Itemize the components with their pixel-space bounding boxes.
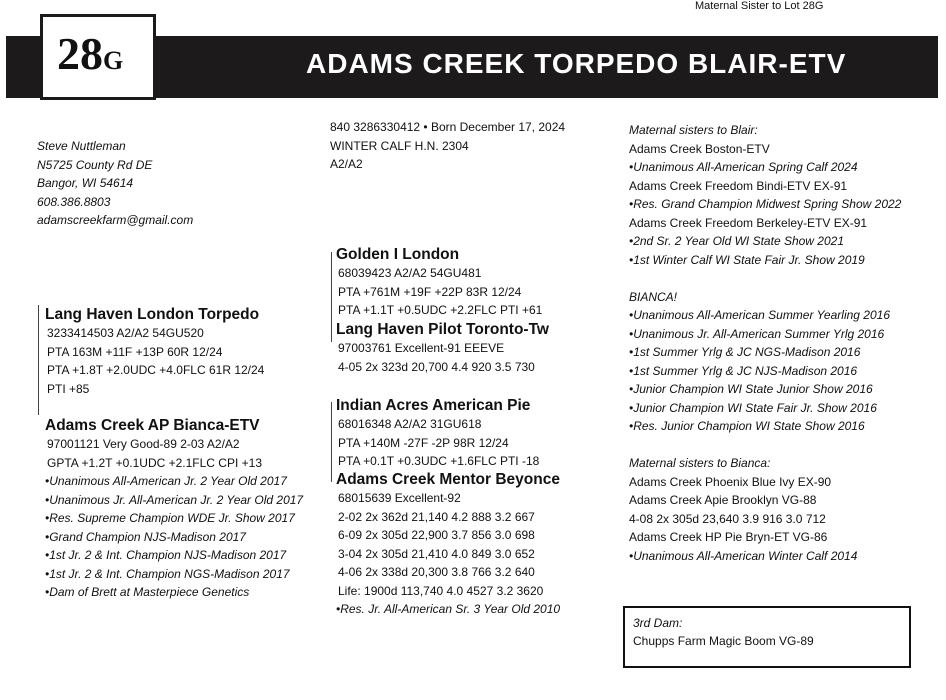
- dam-dam-line: Life: 1900d 113,740 4.0 4527 3.2 3620: [338, 583, 544, 598]
- right-col-line: Adams Creek Freedom Berkeley-ETV EX-91: [629, 215, 868, 230]
- dam-honor: •Res. Supreme Champion WDE Jr. Show 2017: [45, 511, 295, 525]
- sire-block: [45, 305, 264, 398]
- dam-dam-line: 4-06 2x 338d 20,300 3.8 766 3.2 640: [338, 565, 535, 579]
- right-col-line: Adams Creek Phoenix Blue Ivy EX-90: [629, 474, 832, 489]
- dam-sire-line: PTA +0.1T +0.3UDC +1.6FLC PTI -18: [338, 454, 540, 468]
- sire-line: PTA +1.8T +2.0UDC +4.0FLC 61R 12/24: [47, 363, 265, 377]
- sire-sire-line: PTA +1.1T +0.5UDC +2.2FLC PTI +61: [338, 303, 543, 317]
- right-col-line: •1st Winter Calf WI State Fair Jr. Show 2019: [629, 252, 865, 267]
- dam-sire-line: PTA +140M -27F -2P 98R 12/24: [338, 435, 509, 450]
- dam-dam-line: 6-09 2x 305d 22,900 3.7 856 3.0 698: [338, 528, 535, 542]
- sire-dam-line: 4-05 2x 323d 20,700 4.4 920 3.5 730: [338, 359, 535, 374]
- right-col-line: 4-08 2x 305d 23,640 3.9 916 3.0 712: [629, 511, 826, 526]
- dam-sire-line: 68016348 A2/A2 31GU618: [338, 417, 482, 431]
- sire-parents-bracket: [331, 252, 332, 342]
- reg-genotype: A2/A2: [330, 157, 363, 171]
- lot-number-suffix: G: [103, 46, 124, 75]
- sire-line: 3233414503 A2/A2 54GU520: [47, 326, 204, 340]
- third-dam-label: 3rd Dam:: [633, 616, 683, 630]
- page-title: ADAMS CREEK TORPEDO BLAIR-ETV: [306, 48, 847, 79]
- right-col-line: •Unanimous All-American Summer Yearling 2016: [629, 308, 890, 322]
- registration-info: [330, 118, 565, 174]
- right-col-line: •Unanimous Jr. All-American Summer Yrlg 2016: [629, 326, 885, 341]
- right-col-line: BIANCA!: [629, 289, 678, 304]
- right-col-line: Adams Creek Boston-ETV: [629, 141, 770, 156]
- dam-honor: •Unanimous All-American Jr. 2 Year Old 2017: [45, 474, 287, 488]
- lot-number: [57, 28, 124, 84]
- consignor-name: Steve Nuttleman: [37, 139, 126, 153]
- lot-number-digits: 28: [57, 28, 103, 79]
- sire-dam-block: [336, 320, 549, 376]
- reg-number: 840 3286330412 • Born December 17, 2024: [330, 120, 566, 134]
- right-col-line: •Junior Champion WI State Fair Jr. Show 2016: [629, 400, 877, 415]
- consignor-address: N5725 County Rd DE: [37, 157, 153, 172]
- dam-honor: •1st Jr. 2 & Int. Champion NJS-Madison 2017: [45, 548, 287, 562]
- sire-name: Lang Haven London Torpedo: [45, 306, 260, 323]
- right-col-spacer: [629, 269, 901, 288]
- maternal-sisters-column: [629, 121, 901, 565]
- dam-honor: •Dam of Brett at Masterpiece Genetics: [45, 585, 250, 599]
- third-dam-box: [623, 606, 911, 668]
- right-col-line: Adams Creek Freedom Bindi-ETV EX-91: [629, 178, 848, 193]
- consignor-info: [37, 137, 193, 230]
- right-col-line: Adams Creek Apie Brooklyn VG-88: [629, 493, 817, 507]
- consignor-email: adamscreekfarm@gmail.com: [37, 213, 194, 227]
- dam-parents-bracket: [331, 402, 332, 482]
- dam-honor: •Unanimous Jr. All-American Jr. 2 Year Old 2017: [45, 492, 304, 507]
- dam-dam-name: Adams Creek Mentor Beyonce: [336, 471, 560, 488]
- dam-block: [45, 416, 303, 602]
- right-col-line: •Res. Grand Champion Midwest Spring Show 2022: [629, 197, 902, 211]
- right-col-line: •Res. Junior Champion WI State Show 2016: [629, 419, 865, 433]
- dam-sire-block: [336, 396, 539, 471]
- dam-line: GPTA +1.2T +0.1UDC +2.1FLC CPI +13: [47, 455, 262, 470]
- dam-dam-line: 2-02 2x 362d 21,140 4.2 888 3.2 667: [338, 509, 535, 524]
- dam-honor: •Grand Champion NJS-Madison 2017: [45, 529, 246, 544]
- consignor-city: Bangor, WI 54614: [37, 176, 134, 190]
- dam-dam-line: 68015639 Excellent-92: [338, 491, 461, 505]
- top-note: Maternal Sister to Lot 28G: [695, 0, 824, 12]
- lot-number-box: [40, 14, 156, 100]
- right-col-line: Adams Creek HP Pie Bryn-ET VG-86: [629, 530, 828, 544]
- right-col-line: •2nd Sr. 2 Year Old WI State Show 2021: [629, 234, 844, 248]
- consignor-phone: 608.386.8803: [37, 194, 111, 209]
- dam-dam-line: 3-04 2x 305d 21,410 4.0 849 3.0 652: [338, 546, 535, 561]
- right-col-line: Maternal sisters to Bianca:: [629, 456, 771, 470]
- dam-sire-name: Indian Acres American Pie: [336, 397, 531, 414]
- sire-bracket: [38, 305, 39, 415]
- dam-dam-honor: •Res. Jr. All-American Sr. 3 Year Old 2010: [336, 602, 561, 616]
- right-col-line: •Unanimous All-American Winter Calf 2014: [629, 548, 858, 563]
- sire-line: PTA 163M +11F +13P 60R 12/24: [47, 344, 223, 359]
- right-col-spacer: [629, 436, 901, 455]
- dam-name: Adams Creek AP Bianca-ETV: [45, 417, 260, 434]
- right-col-line: Maternal sisters to Blair:: [629, 123, 758, 137]
- sire-sire-line: 68039423 A2/A2 54GU481: [338, 266, 482, 280]
- sire-line: PTI +85: [47, 381, 90, 396]
- sire-sire-line: PTA +761M +19F +22P 83R 12/24: [338, 284, 522, 299]
- sire-dam-name: Lang Haven Pilot Toronto-Tw: [336, 321, 549, 338]
- sire-sire-block: [336, 245, 542, 320]
- third-dam-name: Chupps Farm Magic Boom VG-89: [633, 634, 814, 648]
- right-col-line: •1st Summer Yrlg & JC NGS-Madison 2016: [629, 345, 861, 359]
- right-col-line: •Unanimous All-American Spring Calf 2024: [629, 160, 858, 174]
- right-col-line: •Junior Champion WI State Junior Show 2016: [629, 382, 873, 396]
- sire-dam-line: 97003761 Excellent-91 EEEVE: [338, 341, 505, 355]
- sire-sire-name: Golden I London: [336, 246, 460, 263]
- dam-line: 97001121 Very Good-89 2-03 A2/A2: [47, 437, 240, 451]
- reg-class: WINTER CALF H.N. 2304: [330, 138, 469, 153]
- dam-dam-block: [336, 470, 560, 619]
- dam-honor: •1st Jr. 2 & Int. Champion NGS-Madison 2017: [45, 566, 290, 581]
- right-col-line: •1st Summer Yrlg & JC NJS-Madison 2016: [629, 363, 858, 378]
